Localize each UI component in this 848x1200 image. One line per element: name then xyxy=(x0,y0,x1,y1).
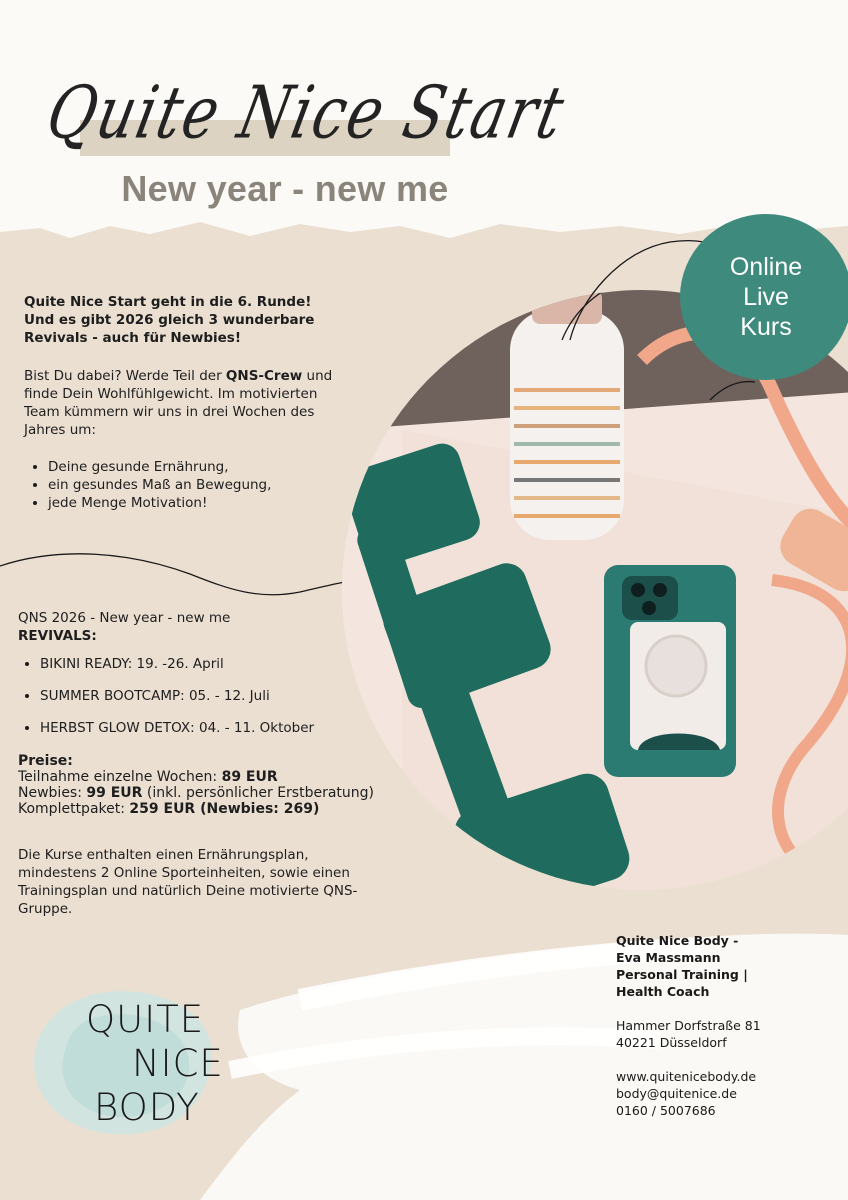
price-value: 99 EUR xyxy=(86,785,143,801)
list-item: • Deine gesunde Ernährung, xyxy=(48,458,378,476)
intro-headline-line: Revivals - auch für Newbies! xyxy=(24,330,241,346)
intro-text: Bist Du dabei? Werde Teil der xyxy=(24,368,226,384)
list-item: • ein gesundes Maß an Bewegung, xyxy=(48,476,378,494)
badge-line-3: Kurs xyxy=(740,313,792,341)
price-row xyxy=(18,785,398,801)
contact-name: Eva Massmann xyxy=(616,950,721,965)
badge-line-2: Live xyxy=(743,283,789,311)
price-value: 89 EUR xyxy=(221,769,278,785)
crew-name: QNS-Crew xyxy=(225,368,303,384)
logo-line-3: BODY xyxy=(94,1086,200,1129)
subtitle: New year - new me xyxy=(121,168,449,209)
quite-nice-body-logo xyxy=(86,998,224,1130)
price-text: Newbies: xyxy=(18,785,87,801)
list-item: • HERBST GLOW DETOX: 04. - 11. Oktober xyxy=(40,719,370,737)
courses-paragraph: Die Kurse enthalten einen Ernährungsplan, mindestens 2 Online Sporteinheiten, sowie einen Trainingsplan und natürlich Deine motivierte QNS-Gruppe. xyxy=(18,847,358,917)
script-title: Quite Nice Start xyxy=(39,70,573,155)
intro-headline xyxy=(24,293,354,347)
contact-street: Hammer Dorfstraße 81 xyxy=(616,1018,761,1033)
list-item: • SUMMER BOOTCAMP: 05. - 12. Juli xyxy=(40,687,370,705)
contact-phone[interactable]: 0160 / 5007686 xyxy=(616,1103,716,1118)
contact-name: Quite Nice Body - xyxy=(616,933,739,948)
online-live-badge xyxy=(680,214,848,380)
price-text: Teilnahme einzelne Wochen: xyxy=(18,769,222,785)
intro-paragraph xyxy=(24,367,344,439)
badge-line-1: Online xyxy=(729,253,803,281)
contact-name: Health Coach xyxy=(616,984,710,999)
prices-block xyxy=(18,753,398,817)
contact-website[interactable]: www.quitenicebody.de xyxy=(616,1069,757,1084)
contact-city: 40221 Düsseldorf xyxy=(616,1035,727,1050)
contact-block xyxy=(616,932,816,1119)
logo-line-2: NICE xyxy=(132,1042,224,1085)
contact-email[interactable]: body@quitenice.de xyxy=(616,1086,737,1101)
revivals-label: REVIVALS: xyxy=(18,628,97,644)
intro-headline-line: Quite Nice Start geht in die 6. Runde! xyxy=(24,294,312,310)
revivals-heading xyxy=(18,609,348,645)
price-row xyxy=(18,769,398,785)
logo-line-1: QUITE xyxy=(86,998,205,1041)
list-item: • jede Menge Motivation! xyxy=(48,494,378,512)
contact-name: Personal Training | xyxy=(616,967,748,982)
price-note: (inkl. persönlicher Erstberatung) xyxy=(142,785,375,801)
list-item: • BIKINI READY: 19. -26. April xyxy=(40,655,370,673)
revivals-title: QNS 2026 - New year - new me xyxy=(18,610,231,626)
benefits-list xyxy=(24,458,378,512)
price-value: 259 EUR (Newbies: 269) xyxy=(129,801,320,817)
intro-text: und finde Dein Wohlfühlgewicht. Im motivierten Team kümmern wir uns in drei Wochen des Jahres um: xyxy=(24,368,333,438)
price-row xyxy=(18,801,398,817)
price-text: Komplettpaket: xyxy=(18,801,130,817)
prices-label: Preise: xyxy=(18,753,73,769)
intro-headline-line: Und es gibt 2026 gleich 3 wunderbare xyxy=(24,312,315,328)
revivals-list xyxy=(18,655,370,751)
